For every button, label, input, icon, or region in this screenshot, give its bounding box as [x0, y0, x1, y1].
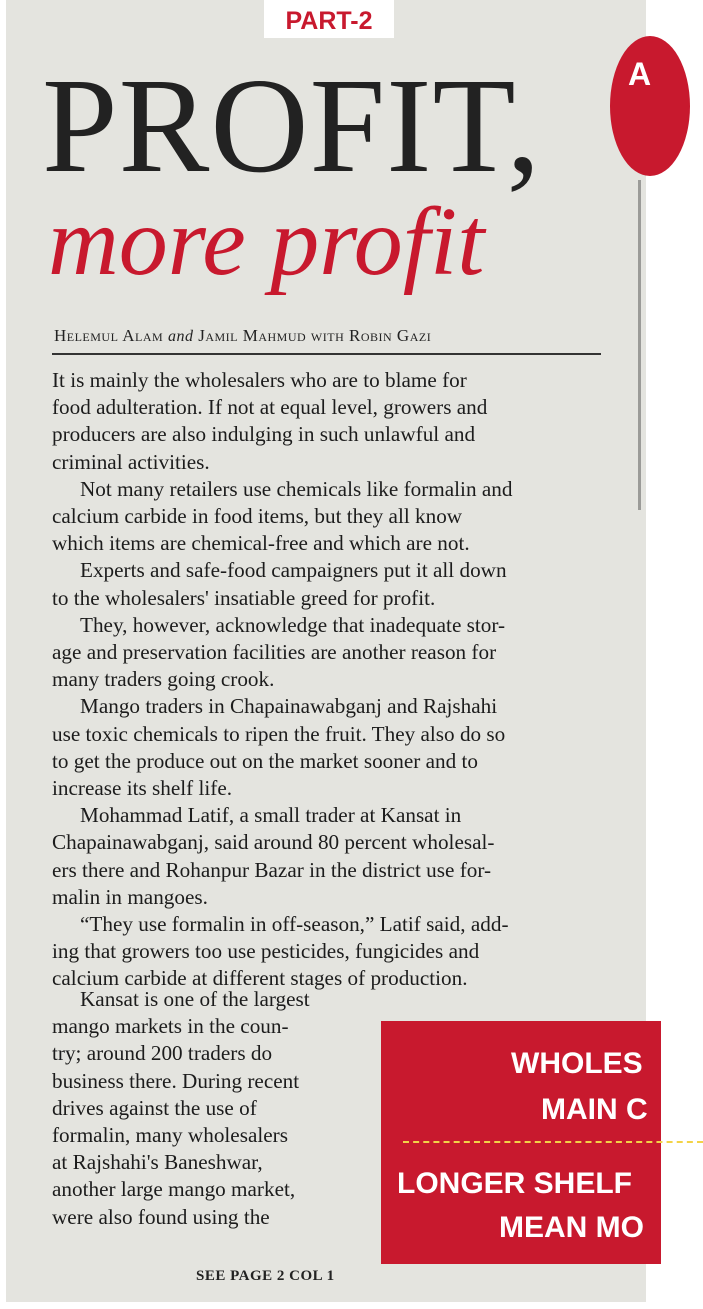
article-line: Not many retailers use chemicals like formalin and: [80, 476, 513, 501]
headline: PROFIT,: [42, 51, 542, 201]
article-line: Kansat is one of the largest: [80, 987, 310, 1011]
article-line: business there. During recent: [52, 1068, 300, 1093]
article-line: criminal activities.: [52, 449, 210, 474]
article-line: Mango traders in Chapainawabganj and Rajshahi: [80, 694, 498, 719]
article-line: calcium carbide in food items, but they all know: [52, 504, 463, 529]
article-line: producers are also indulging in such unlawful and: [52, 422, 476, 447]
callout-line3: LONGER SHELF: [397, 1167, 633, 1200]
callout-line4: MEAN MO: [499, 1211, 644, 1244]
article-line: were also found using the: [52, 1204, 270, 1229]
callout-divider: [403, 1141, 703, 1143]
article-line: Experts and safe-food campaigners put it all down: [80, 558, 507, 583]
byline: [54, 326, 431, 346]
article-line: calcium carbide at different stages of production.: [52, 966, 468, 991]
article-line: another large mango market,: [52, 1177, 296, 1202]
article-line: Mohammad Latif, a small trader at Kansat in: [80, 803, 462, 828]
article-line: to the wholesalers' insatiable greed for profit.: [52, 585, 436, 610]
byline-author1: Helemul Alam: [54, 326, 164, 345]
part-tag: PART-2: [264, 0, 394, 38]
callout-line1: WHOLES: [511, 1047, 643, 1080]
article-line: Chapainawabganj, said around 80 percent wholesal-: [52, 830, 495, 855]
article-final-paragraph: [52, 986, 367, 1231]
article-line: which items are chemical-free and which are not.: [52, 531, 470, 556]
byline-and: and: [167, 328, 194, 345]
article-line: to get the produce out on the market sooner and to: [52, 748, 478, 773]
article-line: mango markets in the coun-: [52, 1014, 289, 1039]
article-line: “They use formalin in off-season,” Latif said, add-: [80, 912, 509, 937]
article-line: use toxic chemicals to ripen the fruit. They also do so: [52, 721, 506, 746]
article-line: ers there and Rohanpur Bazar in the district use for-: [52, 857, 492, 882]
article-body: [52, 367, 602, 993]
article-line: at Rajshahi's Baneshwar,: [52, 1150, 263, 1175]
article-line: ing that growers too use pesticides, fungicides and: [52, 939, 480, 964]
jump-line: SEE PAGE 2 COL 1: [196, 1268, 335, 1284]
article-line: increase its shelf life.: [52, 776, 233, 801]
article-line: age and preservation facilities are another reason for: [52, 640, 497, 665]
article-line: malin in mangoes.: [52, 884, 208, 909]
article-line: food adulteration. If not at equal level, growers and: [52, 395, 488, 420]
callout-line2: MAIN C: [541, 1093, 648, 1126]
seal-text: A: [628, 56, 652, 92]
column-divider: [638, 180, 641, 510]
article-line: It is mainly the wholesalers who are to blame for: [52, 368, 467, 392]
byline-rule: [52, 353, 601, 355]
subheadline: more profit: [48, 188, 485, 296]
article-line: drives against the use of: [52, 1095, 257, 1120]
article-line: many traders going crook.: [52, 667, 275, 692]
byline-author2: Jamil Mahmud with Robin Gazi: [198, 326, 432, 345]
newspaper-page: [6, 0, 652, 1302]
callout-box: [381, 1021, 661, 1264]
article-line: formalin, many wholesalers: [52, 1123, 288, 1148]
article-line: They, however, acknowledge that inadequate stor-: [80, 612, 506, 637]
article-line: try; around 200 traders do: [52, 1041, 273, 1066]
